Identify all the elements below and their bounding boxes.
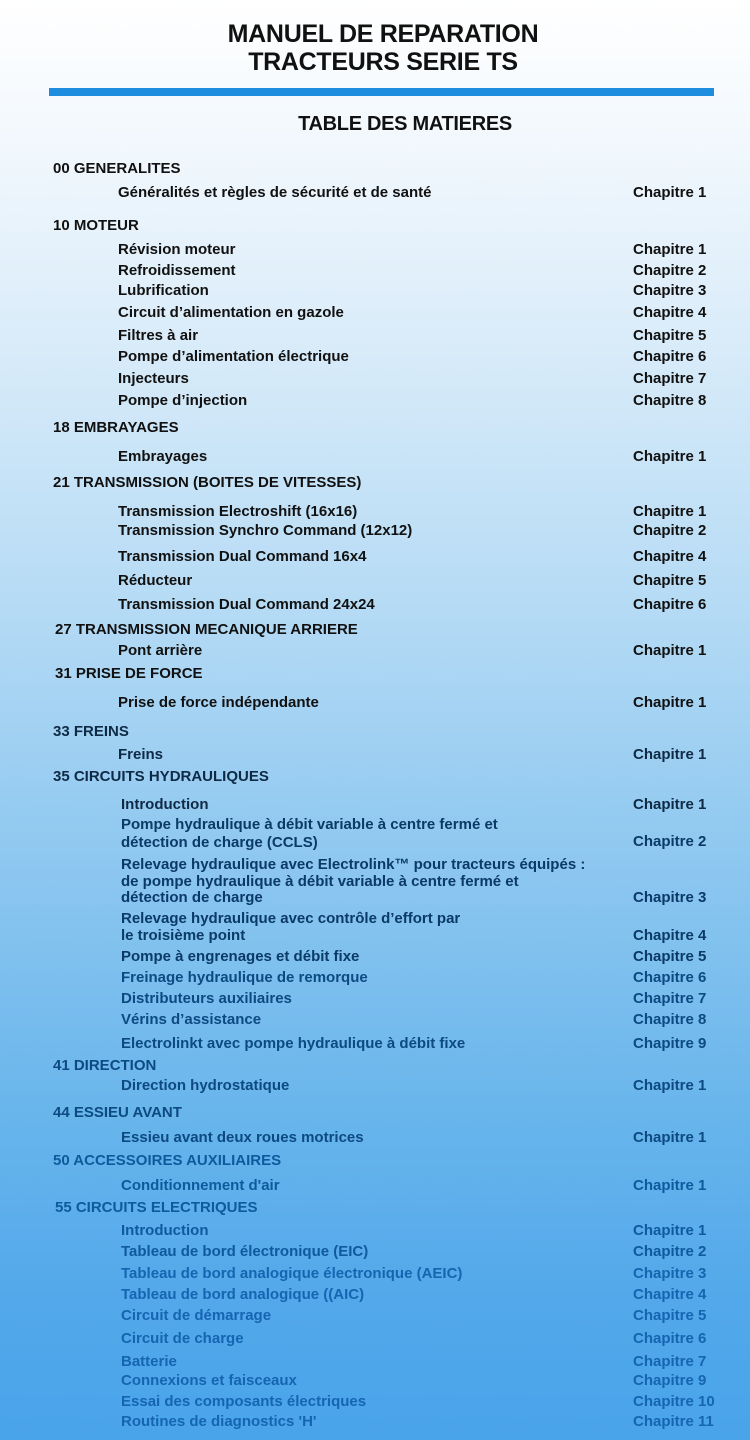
toc-entry-label: Transmission Dual Command 16x4 bbox=[118, 548, 367, 565]
toc-entry-label: Transmission Dual Command 24x24 bbox=[118, 596, 375, 613]
section-heading: 35 CIRCUITS HYDRAULIQUES bbox=[53, 768, 269, 785]
section-heading: 50 ACCESSOIRES AUXILIAIRES bbox=[53, 1152, 282, 1169]
toc-entry-label: Circuit de démarrage bbox=[121, 1307, 272, 1324]
toc-entry-label: détection de charge bbox=[121, 889, 263, 906]
toc-entry-label: Refroidissement bbox=[118, 262, 236, 279]
toc-entry-label: Freinage hydraulique de remorque bbox=[121, 969, 368, 986]
toc-entry-chapter: Chapitre 2 bbox=[633, 522, 707, 539]
toc-entry-label: Tableau de bord analogique électronique (AEIC) bbox=[121, 1265, 463, 1282]
toc-entry-chapter: Chapitre 8 bbox=[633, 392, 707, 409]
toc-entry-label: Tableau de bord électronique (EIC) bbox=[121, 1243, 369, 1260]
toc-entry-label: Distributeurs auxiliaires bbox=[121, 990, 292, 1007]
toc-entry-chapter: Chapitre 1 bbox=[633, 1129, 707, 1146]
toc-entry-chapter: Chapitre 5 bbox=[633, 572, 707, 589]
toc-entry-chapter: Chapitre 1 bbox=[633, 448, 707, 465]
toc-entry-chapter: Chapitre 1 bbox=[633, 694, 707, 711]
toc-entry-label: Injecteurs bbox=[118, 370, 189, 387]
toc-entry-label: Essieu avant deux roues motrices bbox=[121, 1129, 364, 1146]
toc-entry-chapter: Chapitre 11 bbox=[633, 1413, 714, 1430]
toc-entry-label: Embrayages bbox=[118, 448, 208, 465]
toc-entry-chapter: Chapitre 2 bbox=[633, 833, 707, 850]
toc-entry-chapter: Chapitre 4 bbox=[633, 1286, 707, 1303]
toc-entry-label: Batterie bbox=[121, 1353, 177, 1370]
toc-entry-chapter: Chapitre 3 bbox=[633, 1265, 707, 1282]
toc-entry-chapter: Chapitre 9 bbox=[633, 1372, 707, 1389]
toc-entry-label: Introduction bbox=[121, 796, 209, 813]
toc-entry-chapter: Chapitre 6 bbox=[633, 1330, 707, 1347]
toc-entry-label: Lubrification bbox=[118, 282, 209, 299]
title-divider-bar bbox=[49, 88, 714, 96]
section-heading: 44 ESSIEU AVANT bbox=[53, 1104, 182, 1121]
toc-entry-chapter: Chapitre 2 bbox=[633, 262, 707, 279]
toc-entry-label: Transmission Synchro Command (12x12) bbox=[118, 522, 413, 539]
section-heading: 10 MOTEUR bbox=[53, 217, 139, 234]
toc-entry-chapter: Chapitre 1 bbox=[633, 746, 707, 763]
toc-entry-chapter: Chapitre 4 bbox=[633, 304, 707, 321]
manual-title-line1: MANUEL DE REPARATION bbox=[227, 20, 539, 48]
toc-entry-label: Généralités et règles de sécurité et de santé bbox=[118, 184, 432, 201]
toc-entry-label: Vérins d’assistance bbox=[121, 1011, 262, 1028]
toc-entry-chapter: Chapitre 9 bbox=[633, 1035, 707, 1052]
toc-entry-chapter: Chapitre 1 bbox=[633, 1077, 707, 1094]
section-heading: 00 GENERALITES bbox=[53, 160, 181, 177]
section-heading: 33 FREINS bbox=[53, 723, 129, 740]
toc-entry-chapter: Chapitre 7 bbox=[633, 1353, 707, 1370]
section-heading: 41 DIRECTION bbox=[53, 1057, 157, 1074]
toc-entry-label: Routines de diagnostics 'H' bbox=[121, 1413, 317, 1430]
toc-entry-label: Circuit de charge bbox=[121, 1330, 244, 1347]
section-heading: 55 CIRCUITS ELECTRIQUES bbox=[55, 1199, 258, 1216]
toc-entry-label: Pompe à engrenages et débit fixe bbox=[121, 948, 360, 965]
toc-entry-chapter: Chapitre 10 bbox=[633, 1393, 715, 1410]
toc-entry-label: Relevage hydraulique avec Electrolink™ pour tracteurs équipés : bbox=[121, 856, 586, 873]
toc-entry-chapter: Chapitre 5 bbox=[633, 948, 707, 965]
toc-entry-label: le troisième point bbox=[121, 927, 246, 944]
toc-entry-label: Prise de force indépendante bbox=[118, 694, 319, 711]
toc-entry-label: Connexions et faisceaux bbox=[121, 1372, 297, 1389]
toc-entry-label: Pompe d’injection bbox=[118, 392, 248, 409]
toc-entry-label: Relevage hydraulique avec contrôle d’effort par bbox=[121, 910, 461, 927]
section-heading: 21 TRANSMISSION (BOITES DE VITESSES) bbox=[53, 474, 362, 491]
toc-entry-label: Réducteur bbox=[118, 572, 193, 589]
toc-entry-chapter: Chapitre 4 bbox=[633, 548, 707, 565]
toc-entry-label: Circuit d’alimentation en gazole bbox=[118, 304, 344, 321]
section-heading: 31 PRISE DE FORCE bbox=[55, 665, 203, 682]
toc-entry-label: Pompe hydraulique à débit variable à centre fermé et bbox=[121, 816, 498, 833]
toc-entry-chapter: Chapitre 1 bbox=[633, 1177, 707, 1194]
toc-entry-chapter: Chapitre 3 bbox=[633, 282, 707, 299]
toc-entry-chapter: Chapitre 5 bbox=[633, 1307, 707, 1324]
toc-entry-label: Essai des composants électriques bbox=[121, 1393, 367, 1410]
toc-entry-chapter: Chapitre 3 bbox=[633, 889, 707, 906]
section-heading: 18 EMBRAYAGES bbox=[53, 419, 179, 436]
toc-entry-chapter: Chapitre 8 bbox=[633, 1011, 707, 1028]
toc-entry-chapter: Chapitre 6 bbox=[633, 348, 707, 365]
toc-entry-chapter: Chapitre 2 bbox=[633, 1243, 707, 1260]
toc-entry-chapter: Chapitre 1 bbox=[633, 241, 707, 258]
toc-entry-chapter: Chapitre 7 bbox=[633, 990, 707, 1007]
toc-entry-label: Transmission Electroshift (16x16) bbox=[118, 503, 358, 520]
toc-entry-label: Freins bbox=[118, 746, 164, 763]
toc-entry-label: Conditionnement d'air bbox=[121, 1177, 280, 1194]
toc-entry-chapter: Chapitre 1 bbox=[633, 642, 707, 659]
toc-entry-chapter: Chapitre 1 bbox=[633, 184, 707, 201]
toc-entry-chapter: Chapitre 6 bbox=[633, 969, 707, 986]
toc-entry-label: Electrolinkt avec pompe hydraulique à débit fixe bbox=[121, 1035, 466, 1052]
toc-entry-chapter: Chapitre 1 bbox=[633, 503, 707, 520]
toc-entry-label: de pompe hydraulique à débit variable à centre fermé et bbox=[121, 873, 519, 890]
toc-entry-label: Pompe d’alimentation électrique bbox=[118, 348, 349, 365]
toc-entry-label: Tableau de bord analogique ((AIC) bbox=[121, 1286, 365, 1303]
toc-entry-chapter: Chapitre 7 bbox=[633, 370, 707, 387]
toc-entry-label: Filtres à air bbox=[118, 327, 199, 344]
toc-entry-chapter: Chapitre 1 bbox=[633, 796, 707, 813]
toc-title: TABLE DES MATIERES bbox=[298, 113, 512, 135]
toc-entry-label: Direction hydrostatique bbox=[121, 1077, 290, 1094]
toc-entry-label: Introduction bbox=[121, 1222, 209, 1239]
section-heading: 27 TRANSMISSION MECANIQUE ARRIERE bbox=[55, 621, 358, 638]
toc-entry-chapter: Chapitre 6 bbox=[633, 596, 707, 613]
toc-entry-chapter: Chapitre 4 bbox=[633, 927, 707, 944]
toc-entry-chapter: Chapitre 5 bbox=[633, 327, 707, 344]
toc-entry-label: détection de charge (CCLS) bbox=[121, 834, 318, 851]
toc-entry-chapter: Chapitre 1 bbox=[633, 1222, 707, 1239]
toc-entry-label: Pont arrière bbox=[118, 642, 203, 659]
manual-title-line2: TRACTEURS SERIE TS bbox=[248, 48, 518, 76]
toc-entry-label: Révision moteur bbox=[118, 241, 236, 258]
